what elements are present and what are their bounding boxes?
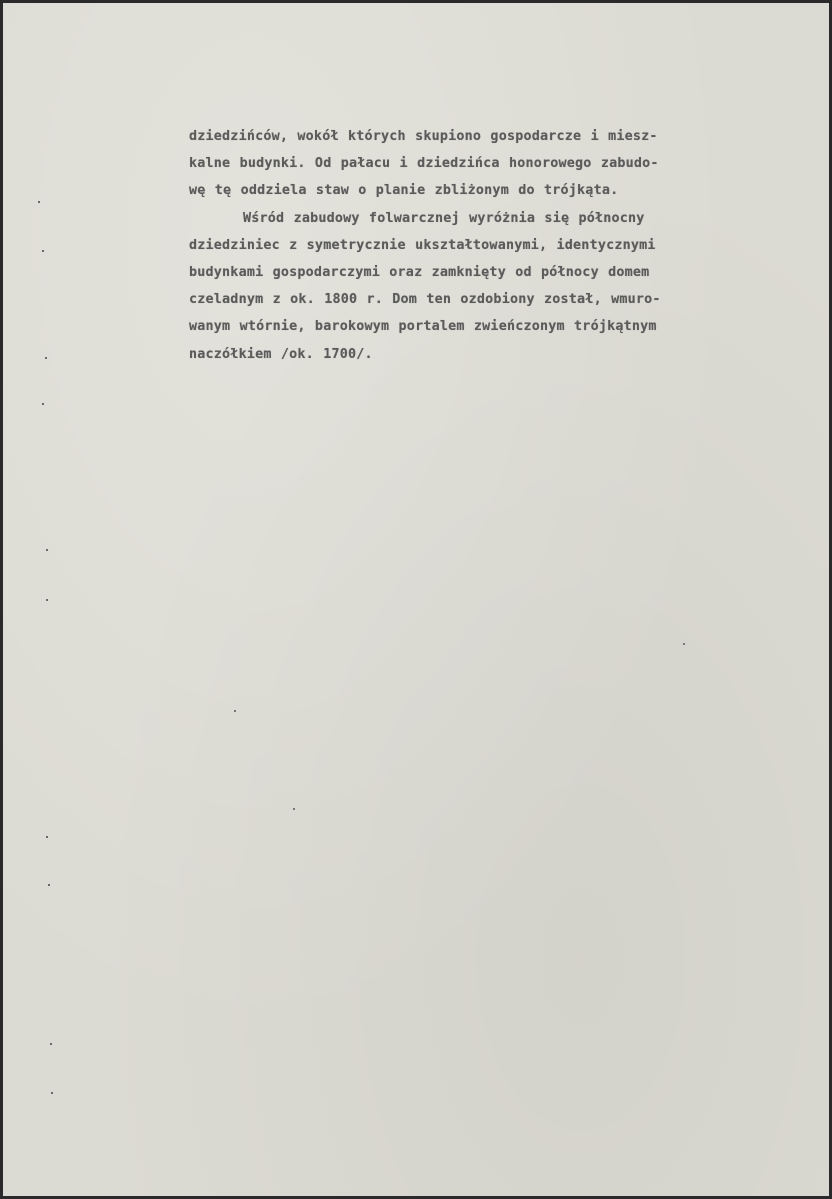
text-line-7: czeladnym z ok. 1800 r. Dom ten ozdobiony został, wmuro-	[189, 292, 661, 308]
paper-speck	[683, 643, 685, 645]
margin-mark	[45, 357, 47, 359]
paper-speck	[293, 808, 295, 810]
text-line-1: dziedzińców, wokół których skupiono gospodarcze i miesz-	[189, 129, 658, 144]
margin-mark	[38, 201, 40, 203]
body-text	[189, 123, 789, 368]
paper-speck	[234, 710, 236, 712]
margin-mark	[51, 1092, 53, 1094]
text-line-4: Wśród zabudowy folwarcznej wyróżnia się północny	[243, 210, 645, 226]
margin-mark	[42, 250, 44, 252]
margin-mark	[46, 549, 48, 551]
text-line-9: naczółkiem /ok. 1700/.	[189, 346, 373, 362]
text-line-6: budynkami gospodarczymi oraz zamknięty od północy domem	[189, 264, 650, 280]
margin-mark	[48, 884, 50, 886]
text-line-8: wanym wtórnie, barokowym portalem zwieńczonym trójkątnym	[189, 319, 657, 335]
margin-mark	[46, 599, 48, 601]
document-page	[3, 3, 829, 1196]
text-line-5: dziedziniec z symetrycznie ukształtowanymi, identycznymi	[189, 237, 656, 253]
margin-mark	[50, 1043, 52, 1045]
text-line-2: kalne budynki. Od pałacu i dziedzińca honorowego zabudo-	[189, 156, 659, 172]
margin-mark	[42, 403, 44, 405]
text-line-3: wę tę oddziela staw o planie zbliżonym do trójkąta.	[189, 183, 619, 199]
margin-mark	[46, 836, 48, 838]
